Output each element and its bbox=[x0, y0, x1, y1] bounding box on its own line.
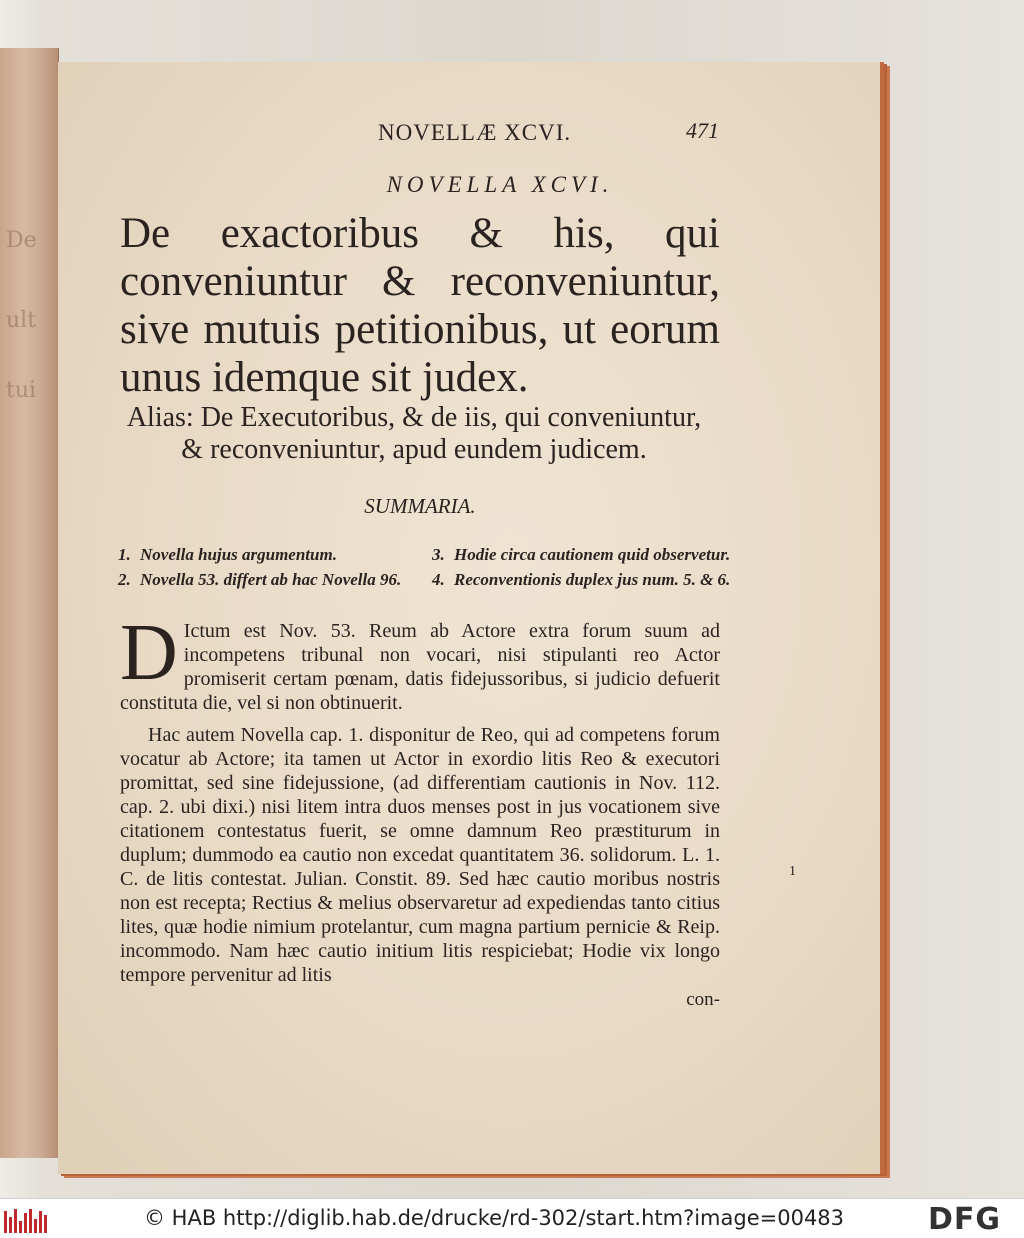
bleed-through-mark: ult bbox=[6, 308, 37, 333]
summary-item bbox=[432, 543, 742, 566]
paragraph-2: Hac autem Novella cap. 1. disponitur de Reo, qui ad competens forum vocatur ab Actore; ita tamen ut Actor in exordio litis Reo & executori promittat, sed sine fidejussione, (ad differentiam cautionis in Nov. 112. cap. 2. ubi dixi.) nisi litem intra duos menses post in jus vocationem sive citationem contestatus fuerit, se omne damnum Reo præstiturum in duplum; dummodo ea cautio non excedat quantitatem 36. solidorum. L. 1. C. de litis contestat. Julian. Constit. 89. Sed hæc cautio moribus nostris non est recepta; Rectius & melius observaretur ad expediendas tanto citius lites, quæ hodie nimium protelantur, cum magna partium pernicie & Reip. incommodo. Nam hæc cautio initium litis respiciebat; Hodie vix longo tempore pervenitur ad litis bbox=[120, 724, 720, 986]
summary-number: 1. bbox=[118, 545, 131, 564]
page-number: 471 bbox=[686, 118, 719, 143]
summary-text: Reconventionis duplex jus num. 5. & 6. bbox=[454, 570, 731, 589]
body-text bbox=[120, 609, 720, 987]
chapter-subtitle: Alias: De Executoribus, & de iis, qui conveniuntur, & reconveniuntur, apud eundem judicem. bbox=[126, 402, 702, 465]
summaria-heading: SUMMARIA. bbox=[364, 494, 476, 518]
summary-item bbox=[118, 568, 418, 591]
catch-word: con- bbox=[686, 989, 720, 1010]
summary-number: 2. bbox=[118, 570, 131, 589]
margin-note: 1 bbox=[789, 864, 796, 879]
bleed-through-mark: De bbox=[6, 228, 37, 253]
summary-text: Novella 53. differt ab hac Novella 96. bbox=[140, 570, 402, 589]
dfg-logo: DFG bbox=[928, 1202, 1002, 1237]
running-head: NOVELLÆ XCVI. bbox=[378, 120, 572, 145]
novella-label: NOVELLA XCVI. bbox=[386, 172, 614, 197]
page-header bbox=[120, 118, 800, 152]
left-page-edge bbox=[0, 48, 59, 1158]
paragraph-1 bbox=[120, 609, 720, 715]
summary-text: Novella hujus argumentum. bbox=[140, 545, 337, 564]
summary-number: 3. bbox=[432, 545, 445, 564]
summary-text: Hodie circa cautionem quid observetur. bbox=[454, 545, 731, 564]
chapter-title: De exactoribus & his, qui conveniuntur & reconveniuntur, sive mutuis petitionibus, ut eorum unus idemque sit judex. bbox=[120, 210, 720, 401]
paragraph-1-text: Ictum est Nov. 53. Reum ab Actore extra forum suum ad incompetens tribunal non vocari, nisi stipulanti reo Actor promiserit certam pœnam, datis fidejussoribus, si judicio defuerit constituta die, vel si non obtinuerit. bbox=[120, 620, 720, 714]
footer-url[interactable]: © HAB http://diglib.hab.de/drucke/rd-302/start.htm?image=00483 bbox=[144, 1206, 845, 1230]
book-page bbox=[58, 62, 884, 1174]
hab-barcode-logo bbox=[4, 1207, 48, 1233]
summary-item bbox=[118, 543, 418, 566]
drop-cap: D bbox=[120, 609, 178, 697]
bleed-through-mark: tui bbox=[6, 378, 37, 403]
footer-bar bbox=[0, 1198, 1024, 1238]
page-content bbox=[120, 118, 800, 1011]
summary-number: 4. bbox=[432, 570, 445, 589]
summary-list bbox=[118, 543, 800, 593]
summary-item bbox=[432, 568, 742, 591]
